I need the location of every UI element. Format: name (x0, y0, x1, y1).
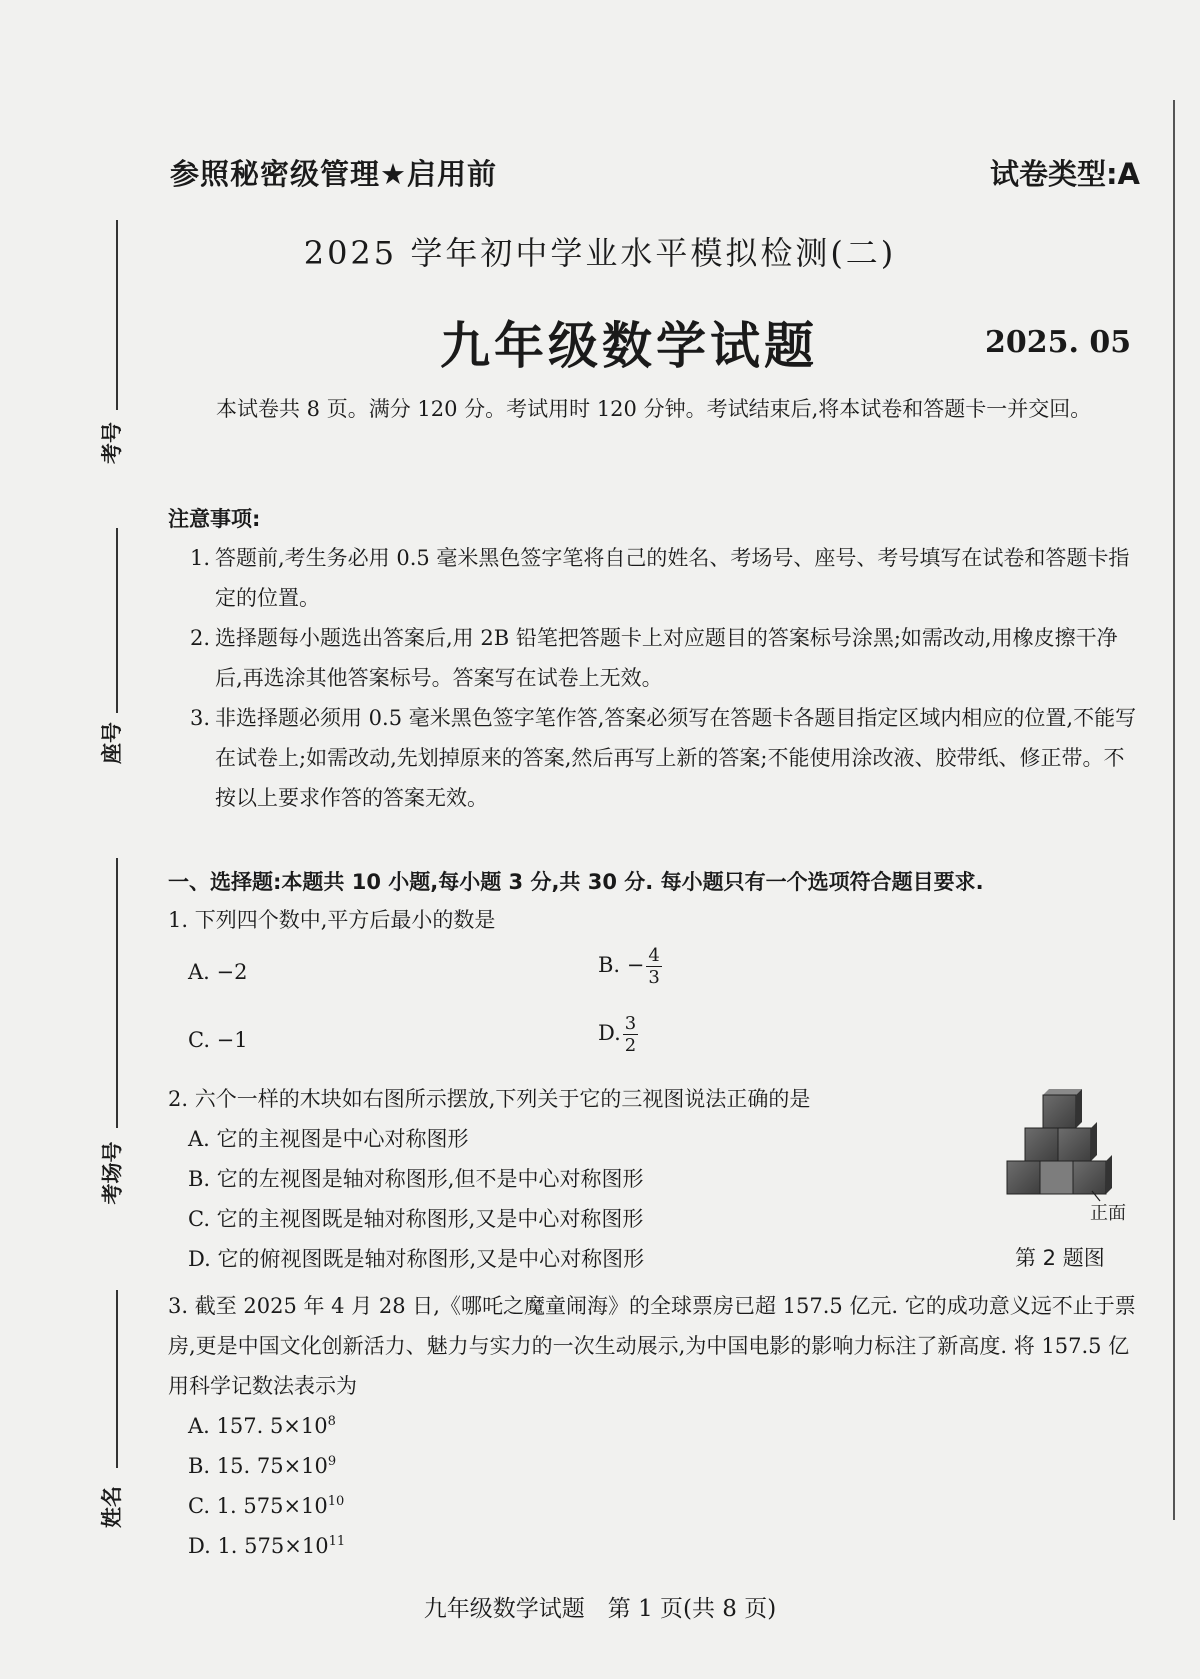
q3-option-b-exponent: 9 (327, 1454, 337, 1469)
question-3-stem: 3. 截至 2025 年 4 月 28 日,《哪吒之魔童闹海》的全球票房已超 157.5 亿元. 它的成功意义远不止于票房,更是中国文化创新活力、魅力与实力的一次生动展示,为中国电影的影响力标注了新高度. 将 157.5 亿用科学记数法表示为 (168, 1294, 1136, 1398)
q1-option-d-prefix: D. (598, 1021, 621, 1045)
q1-option-b-fraction (646, 945, 661, 988)
q2-option-d: D. 它的俯视图既是轴对称图形,又是中心对称图形 (188, 1247, 645, 1271)
name-line (116, 1290, 118, 1468)
q1-option-a: A. −2 (188, 960, 248, 984)
paper-type: 试卷类型:A (989, 157, 1140, 191)
page-footer: 九年级数学试题 第 1 页(共 8 页) (423, 1596, 777, 1622)
exam-date: 2025. 05 (985, 325, 1132, 360)
exam-title: 九年级数学试题 (440, 317, 818, 375)
q1-option-d (598, 1013, 638, 1056)
q1-option-d-fraction (623, 1013, 638, 1056)
section-heading: 一、选择题:本题共 10 小题,每小题 3 分,共 30 分. 每小题只有一个选项符合题目要求. (168, 870, 984, 894)
q2-option-b: B. 它的左视图是轴对称图形,但不是中心对称图形 (188, 1167, 644, 1191)
q3-option-b (188, 1446, 336, 1486)
note-text: 答题前,考生务必用 0.5 毫米黑色签字笔将自己的姓名、考场号、座号、考号填写在试卷和答题卡指定的位置。 (215, 546, 1130, 610)
exam-no-label: 考号 (100, 422, 124, 464)
note-text: 非选择题必须用 0.5 毫米黑色签字笔作答,答案必须写在答题卡各题目指定区域内相应的位置,不能写在试卷上;如需改动,先划掉原来的答案,然后再写上新的答案;不能使用涂改液、胶带纸、修正带。不按以上要求作答的答案无效。 (215, 706, 1137, 810)
notes-heading: 注意事项: (168, 507, 261, 531)
page-edge-line (1173, 100, 1175, 1520)
q1-option-b (598, 945, 662, 988)
note-number: 1. (190, 546, 211, 570)
note-number: 2. (190, 626, 211, 650)
q3-option-b-base: B. 15. 75×10 (188, 1454, 328, 1478)
note-item-1 (190, 538, 1145, 618)
q1-option-c: C. −1 (188, 1028, 248, 1052)
q3-option-d-exponent: 11 (328, 1534, 346, 1549)
name-label: 姓名 (100, 1486, 124, 1528)
note-item-2 (190, 618, 1145, 698)
q3-option-d-base: D. 1. 575×10 (188, 1534, 329, 1558)
q2-figure-caption: 第 2 题图 (1015, 1246, 1105, 1270)
secret-label: 参照秘密级管理★启用前 (170, 157, 497, 191)
q2-option-c: C. 它的主视图既是轴对称图形,又是中心对称图形 (188, 1207, 644, 1231)
room-no-line (116, 858, 118, 1128)
q3-option-d (188, 1526, 345, 1566)
q3-option-c-exponent: 10 (327, 1494, 345, 1509)
q3-option-a-base: A. 157. 5×10 (188, 1414, 328, 1438)
denominator: 2 (624, 1035, 637, 1056)
numerator: 3 (624, 1013, 637, 1034)
question-1-stem: 1. 下列四个数中,平方后最小的数是 (168, 908, 496, 932)
numerator: 4 (648, 945, 660, 966)
denominator: 3 (648, 967, 660, 988)
q2-option-a: A. 它的主视图是中心对称图形 (188, 1127, 469, 1151)
note-number: 3. (190, 706, 211, 730)
seat-no-line (116, 528, 118, 713)
q3-option-c-base: C. 1. 575×10 (188, 1494, 328, 1518)
q3-option-a-exponent: 8 (327, 1414, 336, 1429)
question-2-stem: 2. 六个一样的木块如右图所示摆放,下列关于它的三视图说法正确的是 (168, 1087, 811, 1111)
q3-option-a (188, 1406, 336, 1446)
exam-subtitle: 2025 学年初中学业水平模拟检测(二) (303, 234, 897, 272)
room-no-label: 考场号 (100, 1141, 125, 1205)
q2-block-figure (1000, 1085, 1120, 1210)
q1-option-b-prefix: B. − (598, 953, 645, 977)
q2-front-label: 正面 (1090, 1203, 1126, 1224)
intro-paragraph: 本试卷共 8 页。满分 120 分。考试用时 120 分钟。考试结束后,将本试卷和答题卡一并交回。 (216, 397, 1092, 421)
note-text: 选择题每小题选出答案后,用 2B 铅笔把答题卡上对应题目的答案标号涂黑;如需改动,用橡皮擦干净后,再选涂其他答案标号。答案写在试卷上无效。 (215, 626, 1118, 690)
q3-option-c (188, 1486, 344, 1526)
note-item-3 (190, 698, 1145, 818)
seat-no-label: 座号 (100, 722, 124, 764)
